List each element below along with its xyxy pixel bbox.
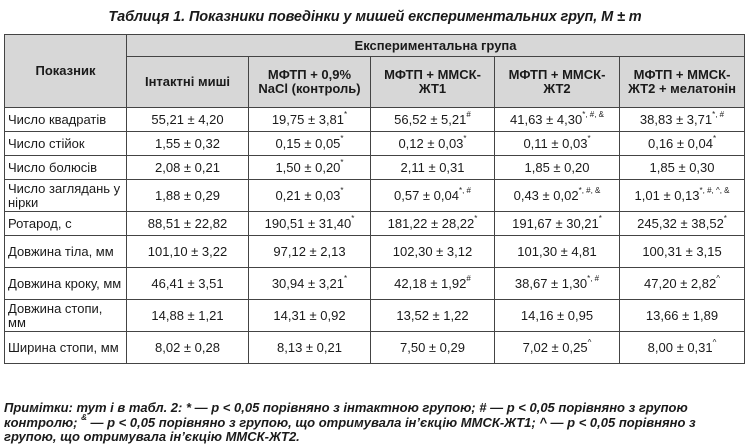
table-caption: Таблиця 1. Показники поведінки у мишей експериментальних груп, M ± m <box>108 9 642 25</box>
cell-value: 13,66 ± 1,89 <box>645 307 719 323</box>
table-cell <box>371 300 495 332</box>
table-cell <box>249 300 371 332</box>
table-cell <box>127 236 249 268</box>
table-cell <box>495 180 620 212</box>
notes-mark: & <box>81 413 87 423</box>
cell-value: 181,22 ± 28,22 <box>387 215 475 231</box>
table-row <box>5 132 745 156</box>
cell-significance-mark: ^ <box>587 338 592 348</box>
cell-value: 100,31 ± 3,15 <box>642 243 722 259</box>
row-label: Довжина кроку, мм <box>5 268 127 300</box>
cell-significance-mark: ^ <box>716 274 721 284</box>
table-cell <box>495 268 620 300</box>
cell-significance-mark: * <box>344 110 348 120</box>
table-cell <box>127 300 249 332</box>
table-row <box>5 300 745 332</box>
cell-value: 0,57 ± 0,04 <box>394 187 459 203</box>
cell-value: 8,00 ± 0,31 <box>647 339 713 355</box>
table-cell <box>495 156 620 180</box>
header-col-jt2-melatonin: МФТП + ММСК-ЖТ2 + мелатонін <box>620 57 745 108</box>
cell-value: 190,51 ± 31,40 <box>264 215 352 231</box>
table-cell <box>249 332 371 364</box>
row-label: Число стійок <box>5 132 127 156</box>
table-cell <box>620 236 745 268</box>
cell-significance-mark: *, #, ^, & <box>699 186 730 196</box>
table-row <box>5 108 745 132</box>
table-row <box>5 156 745 180</box>
table-cell <box>127 108 249 132</box>
cell-value: 55,21 ± 4,20 <box>151 111 224 127</box>
table-row <box>5 332 745 364</box>
cell-value: 56,52 ± 5,21 <box>394 111 467 127</box>
table-cell <box>495 132 620 156</box>
cell-value: 1,85 ± 0,20 <box>524 159 590 175</box>
table-cell <box>127 212 249 236</box>
row-label: Число квадратів <box>5 108 127 132</box>
table-cell <box>249 180 371 212</box>
cell-significance-mark: * <box>351 214 355 224</box>
cell-value: 41,63 ± 4,30 <box>510 111 583 127</box>
table-cell <box>495 300 620 332</box>
table-cell <box>371 108 495 132</box>
table-cell <box>249 156 371 180</box>
cell-significance-mark: * <box>340 158 344 168</box>
cell-value: 14,88 ± 1,21 <box>151 307 224 323</box>
cell-value: 8,02 ± 0,28 <box>155 339 220 355</box>
notes-part: — p < 0,05 порівняно з групою, що отримувала ін’єкцію ММСК-ЖТ1; <box>86 414 540 430</box>
cell-value: 0,21 ± 0,03 <box>275 187 341 203</box>
cell-value: 97,12 ± 2,13 <box>273 243 346 259</box>
cell-significance-mark: * <box>340 186 344 196</box>
table-cell <box>127 180 249 212</box>
table-row <box>5 236 745 268</box>
notes-part: — p < 0,05 порівняно з групою, що отримувала ін’єкцію ММСК-ЖТ2. <box>4 414 696 444</box>
cell-significance-mark: * <box>474 214 478 224</box>
cell-significance-mark: *, # <box>712 110 725 120</box>
cell-value: 38,67 ± 1,30 <box>514 275 588 291</box>
cell-significance-mark: * <box>340 134 344 144</box>
cell-value: 2,08 ± 0,21 <box>155 159 220 175</box>
cell-value: 101,10 ± 3,22 <box>147 243 228 259</box>
table-cell <box>620 132 745 156</box>
cell-significance-mark: * <box>723 214 727 224</box>
table-cell <box>371 132 495 156</box>
header-col-jt1: МФТП + ММСК-ЖТ1 <box>371 57 495 108</box>
notes-mark: # <box>479 400 487 415</box>
row-label: Ротарод, с <box>5 212 127 236</box>
cell-value: 8,13 ± 0,21 <box>277 339 342 355</box>
row-label: Число болюсів <box>5 156 127 180</box>
cell-value: 46,41 ± 3,51 <box>151 275 224 291</box>
table-cell <box>127 132 249 156</box>
table-cell <box>371 180 495 212</box>
header-row-group <box>5 35 745 57</box>
table-cell <box>371 332 495 364</box>
behavior-table <box>4 34 745 364</box>
row-label: Ширина стопи, мм <box>5 332 127 364</box>
notes-mark: ^ <box>539 414 547 430</box>
table-cell <box>371 156 495 180</box>
table-cell <box>249 268 371 300</box>
table-cell <box>495 212 620 236</box>
table-cell <box>620 156 745 180</box>
cell-value: 30,94 ± 3,21 <box>271 275 345 291</box>
cell-significance-mark: * <box>587 134 591 144</box>
cell-value: 14,16 ± 0,95 <box>520 307 594 323</box>
table-cell <box>371 268 495 300</box>
notes-part: Примітки: тут і в табл. 2: <box>4 400 186 415</box>
table-cell <box>249 236 371 268</box>
cell-significance-mark: *, # <box>587 274 600 284</box>
table-row <box>5 212 745 236</box>
table-cell <box>620 212 745 236</box>
cell-value: 47,20 ± 2,82 <box>644 275 717 291</box>
cell-value: 88,51 ± 22,82 <box>147 215 228 231</box>
table-cell <box>495 332 620 364</box>
table-cell <box>620 332 745 364</box>
table-notes <box>4 401 746 445</box>
table-cell <box>620 300 745 332</box>
cell-value: 1,01 ± 0,13 <box>634 187 700 203</box>
row-label: Довжина тіла, мм <box>5 236 127 268</box>
cell-value: 0,12 ± 0,03 <box>398 135 464 151</box>
table-row <box>5 180 745 212</box>
row-label: Число заглядань у нірки <box>5 180 127 212</box>
cell-value: 0,11 ± 0,03 <box>523 135 588 151</box>
row-label: Довжина стопи, мм <box>5 300 127 332</box>
cell-value: 19,75 ± 3,81 <box>271 111 345 127</box>
header-indicator: Показник <box>5 35 127 108</box>
cell-value: 102,30 ± 3,12 <box>392 243 473 259</box>
table-cell <box>371 212 495 236</box>
cell-significance-mark: # <box>466 110 471 120</box>
cell-significance-mark: * <box>598 214 602 224</box>
cell-value: 0,15 ± 0,05 <box>275 135 341 151</box>
cell-significance-mark: * <box>463 134 467 144</box>
cell-value: 2,11 ± 0,31 <box>400 159 465 175</box>
cell-value: 42,18 ± 1,92 <box>394 275 467 291</box>
table-cell <box>249 108 371 132</box>
table-cell <box>249 212 371 236</box>
cell-value: 1,55 ± 0,32 <box>155 135 220 151</box>
cell-significance-mark: *, # <box>458 186 471 196</box>
cell-significance-mark: *, #, & <box>582 110 604 120</box>
cell-value: 0,43 ± 0,02 <box>513 187 579 203</box>
table-body <box>5 108 745 364</box>
cell-value: 0,16 ± 0,04 <box>647 135 713 151</box>
table-cell <box>620 268 745 300</box>
table-cell <box>495 108 620 132</box>
cell-value: 191,67 ± 30,21 <box>512 215 599 231</box>
cell-value: 7,50 ± 0,29 <box>400 339 465 355</box>
notes-mark: * <box>185 400 192 415</box>
cell-significance-mark: * <box>712 134 717 144</box>
cell-value: 38,83 ± 3,71 <box>639 111 713 127</box>
table-cell <box>127 332 249 364</box>
cell-value: 14,31 ± 0,92 <box>273 307 346 323</box>
notes-part: — p < 0,05 порівняно з групою контролю; <box>4 400 688 430</box>
cell-significance-mark: ^ <box>712 338 717 348</box>
cell-value: 7,02 ± 0,25 <box>522 339 588 355</box>
table-cell <box>127 156 249 180</box>
cell-significance-mark: # <box>466 274 471 284</box>
header-group: Експериментальна група <box>127 35 745 57</box>
cell-value: 101,30 ± 4,81 <box>517 243 597 259</box>
header-col-control: МФТП + 0,9% NaCl (контроль) <box>249 57 371 108</box>
table-row <box>5 268 745 300</box>
table-cell <box>249 132 371 156</box>
table-cell <box>620 108 745 132</box>
notes-part: — p < 0,05 порівняно з інтактною групою; <box>191 400 480 415</box>
table-cell <box>127 268 249 300</box>
cell-value: 1,50 ± 0,20 <box>275 159 341 175</box>
header-col-jt2: МФТП + ММСК-ЖТ2 <box>495 57 620 108</box>
cell-value: 13,52 ± 1,22 <box>396 307 469 323</box>
cell-value: 1,85 ± 0,30 <box>649 159 715 175</box>
cell-significance-mark: *, #, & <box>578 186 601 196</box>
cell-value: 245,32 ± 38,52 <box>637 215 724 231</box>
table-cell <box>371 236 495 268</box>
table-cell <box>620 180 745 212</box>
table-cell <box>495 236 620 268</box>
header-col-intact: Інтактні миші <box>127 57 249 108</box>
cell-value: 1,88 ± 0,29 <box>155 187 220 203</box>
cell-significance-mark: * <box>344 274 348 284</box>
